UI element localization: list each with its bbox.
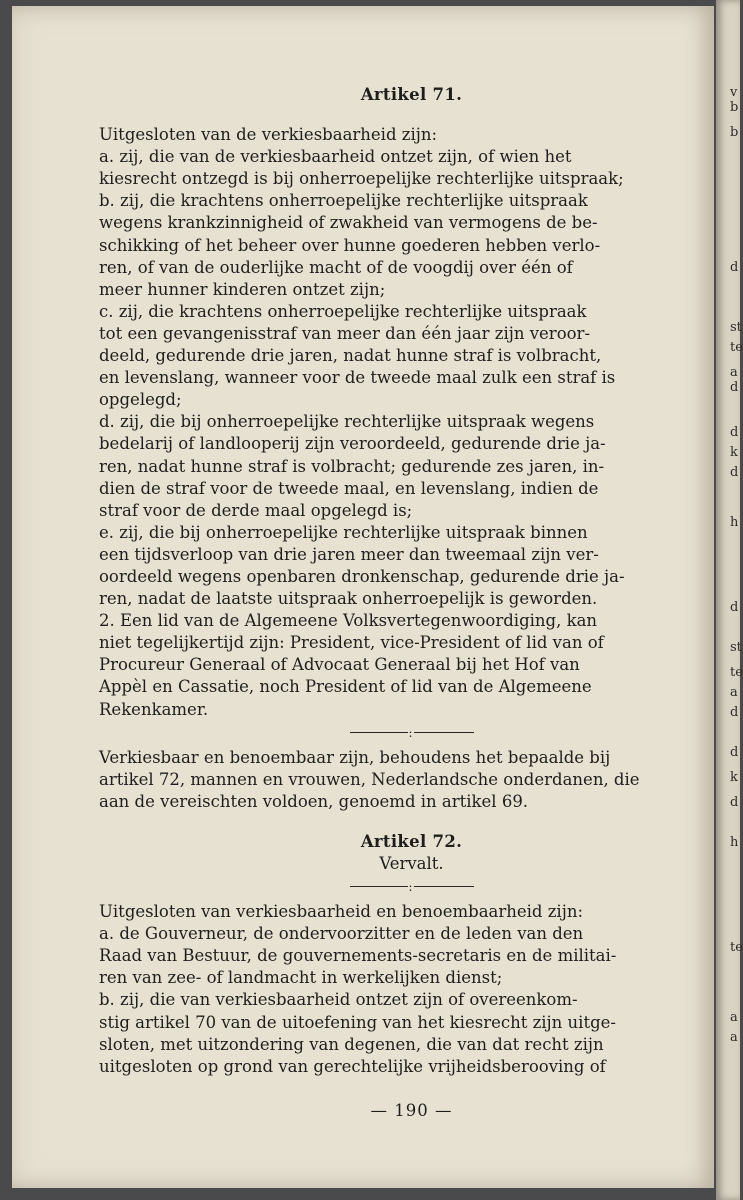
next-page-fragment: d xyxy=(730,260,739,275)
next-page-fragment: k xyxy=(730,770,738,785)
next-page-fragment: te xyxy=(730,665,743,680)
article-72-subheading: Vervalt. xyxy=(379,854,444,873)
divider-mark: : xyxy=(408,876,414,898)
book-page xyxy=(12,6,714,1188)
text-line: ren, nadat de laatste uitspraak onherroepelijk is geworden. xyxy=(99,589,598,609)
text-line: c. zij, die krachtens onherroepelijke rechterlijke uitspraak xyxy=(99,301,587,321)
text-line: meer hunner kinderen ontzet zijn; xyxy=(99,279,386,299)
text-line: b. zij, die krachtens onherroepelijke rechterlijke uitspraak xyxy=(99,191,588,211)
next-page-fragment: a xyxy=(730,365,738,380)
text-line: uitgesloten op grond van gerechtelijke vrijheidsberooving of xyxy=(99,1056,606,1076)
text-line: a. zij, die van de verkiesbaarheid ontzet zijn, of wien het xyxy=(99,147,572,167)
section-divider xyxy=(350,725,474,740)
text-line: e. zij, die bij onherroepelijke rechterlijke uitspraak binnen xyxy=(99,522,588,542)
text-line: Verkiesbaar en benoembaar zijn, behoudens het bepaalde bij xyxy=(99,747,611,767)
next-page-fragment: st xyxy=(730,640,742,655)
text-line: wegens krankzinnigheid of zwakheid van vermogens de be- xyxy=(99,213,598,233)
next-page-fragment: a xyxy=(730,685,738,700)
text-line: Rekenkamer. xyxy=(99,699,209,719)
divider-mark: : xyxy=(408,722,414,744)
next-page-fragment: h xyxy=(730,515,739,530)
article-71-body xyxy=(99,124,724,721)
next-page-fragment: b xyxy=(730,100,739,115)
text-line: Procureur Generaal of Advocaat Generaal bij het Hof van xyxy=(99,655,580,675)
text-line: stig artikel 70 van de uitoefening van het kiesrecht zijn uitge- xyxy=(99,1012,616,1032)
text-line: straf voor de derde maal opgelegd is; xyxy=(99,500,413,520)
text-line: ren van zee- of landmacht in werkelijken dienst; xyxy=(99,968,503,988)
next-page-fragment: d xyxy=(730,795,739,810)
page-number: — 190 — xyxy=(370,1100,453,1120)
text-line: schikking of het beheer over hunne goederen hebben verlo- xyxy=(99,235,601,255)
text-line: bedelarij of landlooperij zijn veroordeeld, gedurende drie ja- xyxy=(99,434,606,454)
text-line: artikel 72, mannen en vrouwen, Nederlandsche onderdanen, die xyxy=(99,769,640,789)
text-line: niet tegelijkertijd zijn: President, vice-President of lid van of xyxy=(99,633,604,653)
next-page-fragment: d xyxy=(730,465,739,480)
next-page-fragment: st xyxy=(730,320,742,335)
text-line: tot een gevangenisstraf van meer dan één jaar zijn veroor- xyxy=(99,323,591,343)
article-72-heading: Artikel 72. xyxy=(360,831,463,851)
article-71-closing xyxy=(99,747,724,813)
page-text xyxy=(99,84,724,1122)
text-line: Uitgesloten van verkiesbaarheid en benoembaarheid zijn: xyxy=(99,902,584,922)
text-line: en levenslang, wanneer voor de tweede maal zulk een straf is xyxy=(99,368,616,388)
next-page-fragment: d xyxy=(730,425,739,440)
text-line: aan de vereischten voldoen, genoemd in artikel 69. xyxy=(99,791,529,811)
text-line: deeld, gedurende drie jaren, nadat hunne straf is volbracht, xyxy=(99,346,602,366)
next-page-edge xyxy=(716,0,743,1200)
text-line: Appèl en Cassatie, noch President of lid van de Algemeene xyxy=(99,677,592,697)
text-line: ren, of van de ouderlijke macht of de voogdij over één of xyxy=(99,257,573,277)
text-line: sloten, met uitzondering van degenen, die van dat recht zijn xyxy=(99,1034,604,1054)
section-divider xyxy=(350,880,474,895)
text-line: dien de straf voor de tweede maal, en levenslang, indien de xyxy=(99,478,599,498)
text-line: ren, nadat hunne straf is volbracht; gedurende zes jaren, in- xyxy=(99,456,605,476)
text-line: opgelegd; xyxy=(99,390,182,410)
next-page-fragment: d xyxy=(730,745,739,760)
next-page-fragment: d xyxy=(730,705,739,720)
next-page-fragment: te xyxy=(730,340,743,355)
text-line: a. de Gouverneur, de ondervoorzitter en de leden van den xyxy=(99,924,584,944)
text-line: b. zij, die van verkiesbaarheid ontzet zijn of overeenkom- xyxy=(99,990,578,1010)
text-line: oordeeld wegens openbaren dronkenschap, gedurende drie ja- xyxy=(99,566,625,586)
next-page-fragment: k xyxy=(730,445,738,460)
text-line: kiesrecht ontzegd is bij onherroepelijke rechterlijke uitspraak; xyxy=(99,169,624,189)
next-page-fragment: h xyxy=(730,835,739,850)
next-page-fragment: a xyxy=(730,1030,738,1045)
next-page-fragment: te xyxy=(730,940,743,955)
text-line: Raad van Bestuur, de gouvernements-secretaris en de militai- xyxy=(99,946,617,966)
article-71-heading: Artikel 71. xyxy=(360,85,463,104)
next-page-fragment: d xyxy=(730,600,739,615)
text-line: 2. Een lid van de Algemeene Volksvertegenwoordiging, kan xyxy=(99,611,598,631)
article-72-body xyxy=(99,901,724,1078)
text-line: een tijdsverloop van drie jaren meer dan tweemaal zijn ver- xyxy=(99,544,599,564)
next-page-fragment: b xyxy=(730,125,739,140)
next-page-fragment: d xyxy=(730,380,739,395)
text-line: Uitgesloten van de verkiesbaarheid zijn: xyxy=(99,125,438,145)
next-page-fragment: a xyxy=(730,1010,738,1025)
text-line: d. zij, die bij onherroepelijke rechterlijke uitspraak wegens xyxy=(99,412,595,432)
next-page-fragment: v xyxy=(730,85,738,100)
